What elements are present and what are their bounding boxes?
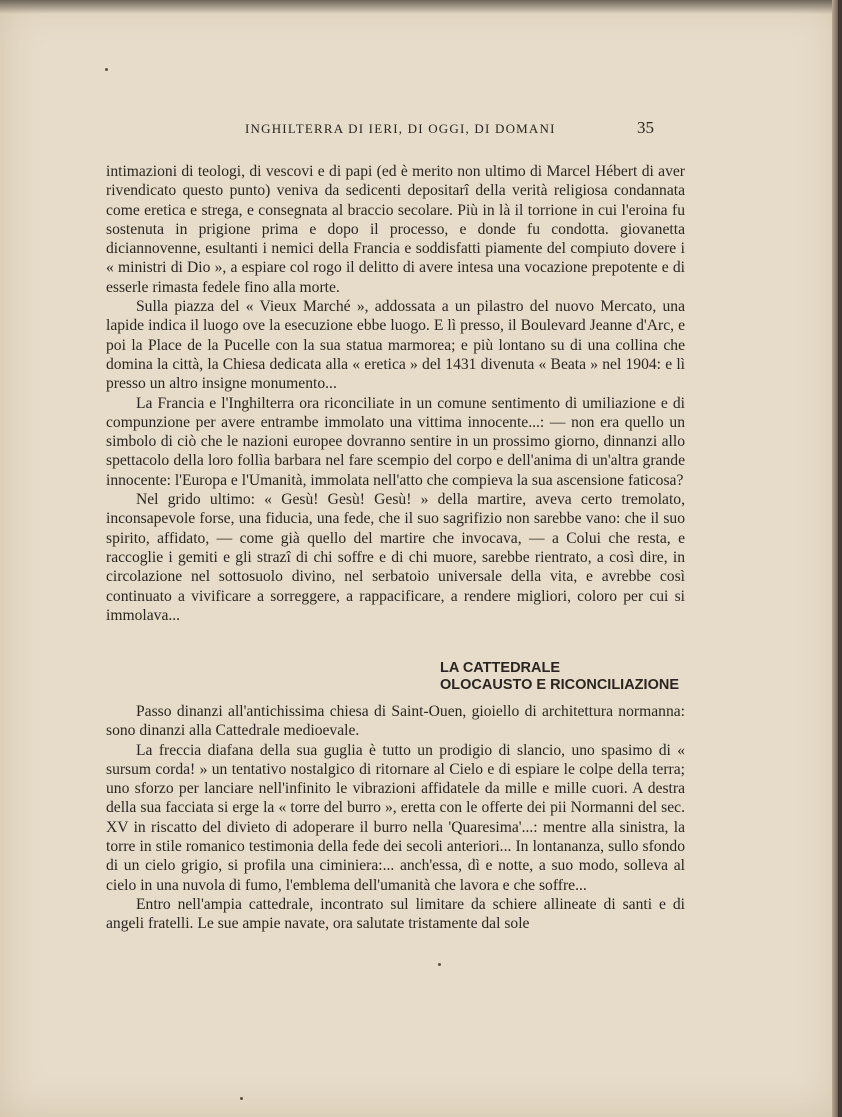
heading-line-1: LA CATTEDRALE [440,660,561,676]
running-title: INGHILTERRA DI IERI, DI OGGI, DI DOMANI [245,121,556,136]
page-edge [832,0,838,1117]
paragraph: Passo dinanzi all'antichissima chiesa di Saint-Ouen, gioiello di architettura normanna: sono dinanzi alla Cattedrale medioevale. [106,703,685,740]
section-2-text [106,702,685,934]
paper-speck [438,963,441,966]
section-1-text [106,162,685,625]
paragraph: La Francia e l'Inghilterra ora riconciliate in un comune sentimento di umiliazione e di compunzione per avere entrambe immolato una vittima innocente...: — non era quello un simbolo di ciò che le nazioni europee dovranno sentire in un prossimo giorno, dinnanzi allo spettacolo della loro follìa barbara nel fare scempio del corpo e dell'anima di un'altra grande innocente: l'Europa e l'Umanità, immolata nell'atto che compieva la sua ascensione faticosa? [106,394,685,489]
paragraph: Sulla piazza del « Vieux Marché », addossata a un pilastro del nuovo Mercato, una lapide indica il luogo ove la esecuzione ebbe luogo. E lì presso, il Boulevard Jeanne d'Arc, e poi la Place de la Pucelle con la sua statua marmorea; e più lontano su di una collina che domina la città, la Chiesa dedicata alla « eretica » del 1431 divenuta « Beata » nel 1904: e lì presso un altro insigne monumento... [106,298,685,393]
paper-speck [105,68,108,71]
paragraph: La freccia diafana della sua guglia è tutto un prodigio di slancio, uno spasimo di « sursum corda! » un tentativo nostalgico di ritornare al Cielo e di espiare le colpe della terra; uno sforzo per lanciare nell'infinito le vibrazioni affidatele da mille e mille cuori. A destra della sua facciata si erge la « torre del burro », eretta con le offerte dei pii Normanni del sec. XV in riscatto del divieto di adoperare il burro nella 'Quaresima'...: mentre alla sinistra, la torre in stile romanico testimonia della fede dei secoli anteriori... In lontananza, sullo sfondo di un cielo grigio, si profila una ciminiera:... anch'essa, dì e notte, a suo modo, solleva al cielo in una nuvola di fumo, l'emblema dell'umanità che lavora e che soffre... [106,741,685,894]
heading-line-2: OLOCAUSTO E RICONCILIAZIONE [440,677,679,693]
paragraph: Entro nell'ampia cattedrale, incontrato sul limitare da schiere allineate di santi e di angeli fratelli. Le sue ampie navate, ora salutate tristamente dal sole [106,895,685,933]
page-number: 35 [637,118,654,137]
section-heading [440,660,690,694]
page-top-shadow [0,0,838,14]
paper-speck [240,1097,243,1100]
paragraph: intimazioni di teologi, di vescovi e di papi (ed è merito non ultimo di Marcel Hébert di aver rivendicato questo punto) veniva da sedicenti depositarî della verità religiosa condannata come eretica e strega, e consegnata al braccio secolare. Più in là il torrione in cui l'eroina fu sostenuta in prigione prima e dopo il processo, e donde fu condotta. giovanetta diciannovenne, esultanti i nemici della Francia e soddisfatti piamente del compiuto dovere i « ministri di Dio », a espiare col rogo il delitto di avere intesa una vocazione prepotente e di esserle rimasta fedele fino alla morte. [106,163,685,296]
paragraph: Nel grido ultimo: « Gesù! Gesù! Gesù! » della martire, aveva certo tremolato, inconsapevole forse, una fiducia, una fede, che il suo sagrifizio non sarebbe vano: che il suo spirito, affidato, — come già quello del martire che invocava, — a Colui che resta, e raccoglie i gemiti e gli strazî di chi soffre e di chi muore, sarebbe rientrato, a così dire, in circolazione nel sottosuolo divino, nel serbatoio universale della vita, e avrebbe così continuato a vivificare a sorreggere, a rappacificare, a rendere migliori, coloro per cui si immolava... [106,491,685,624]
